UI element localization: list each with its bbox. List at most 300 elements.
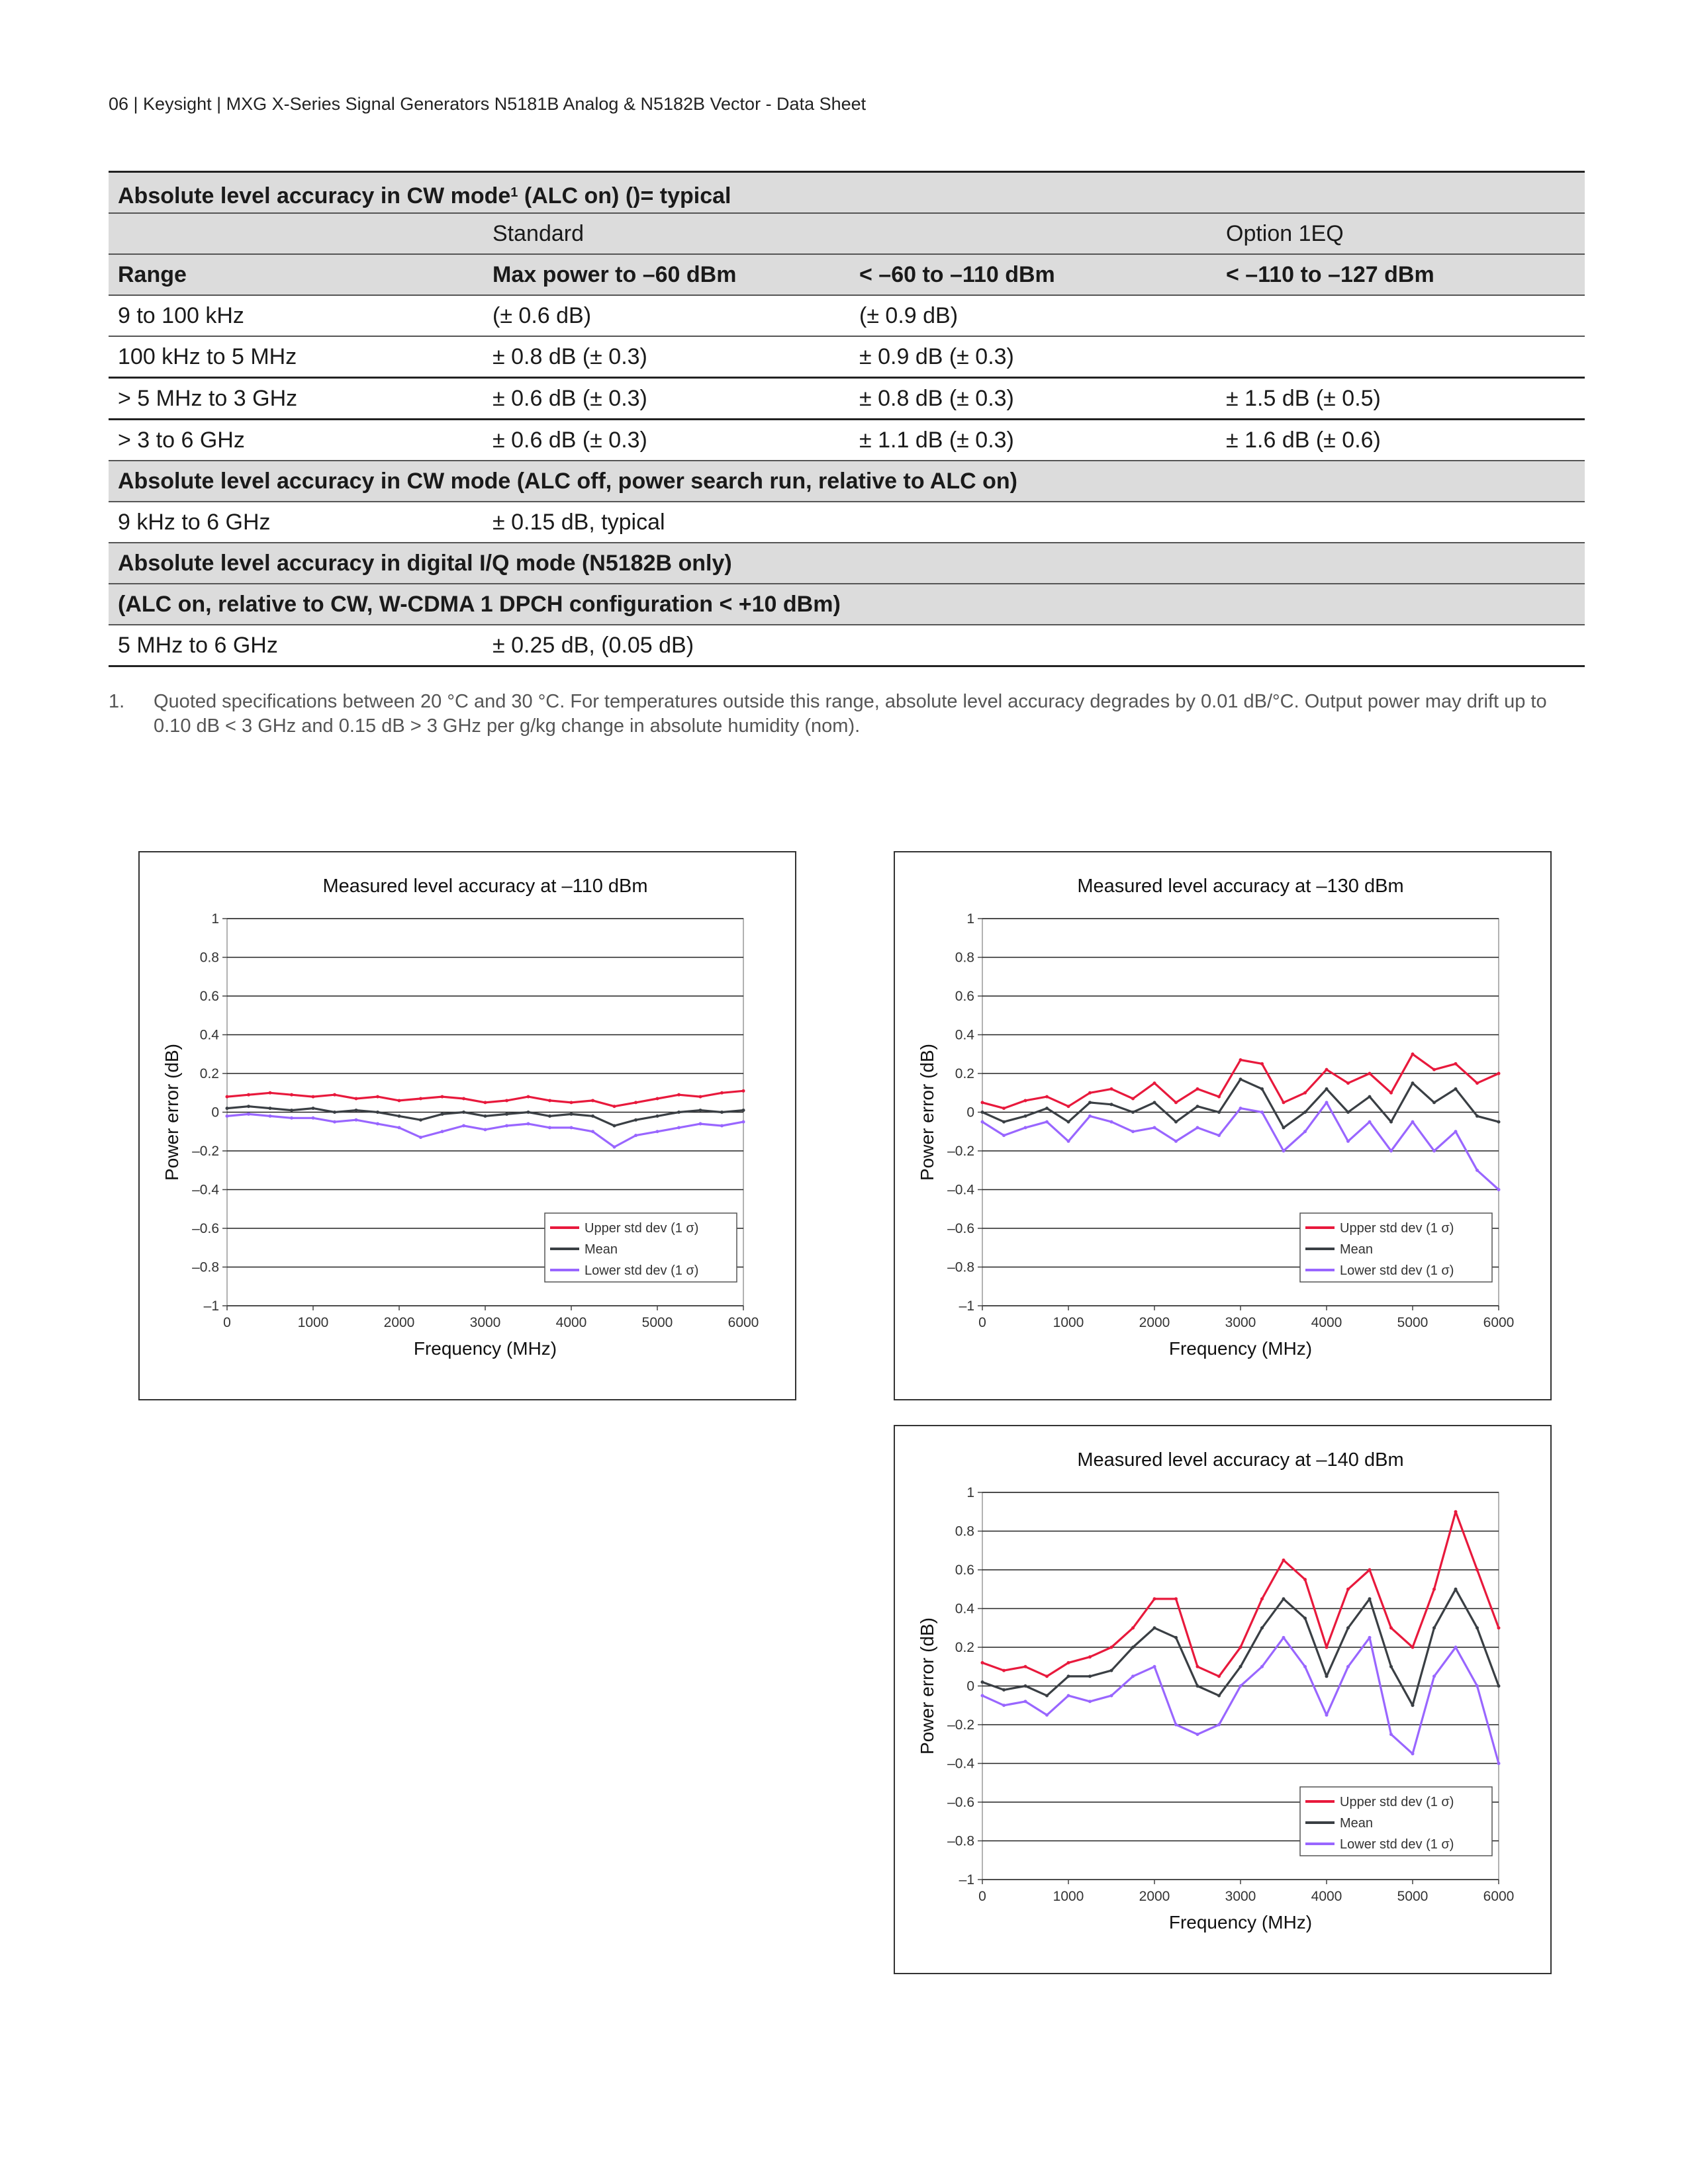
data-point-lower	[1432, 1150, 1436, 1153]
data-point-lower	[1368, 1120, 1372, 1124]
data-point-mean	[1131, 1646, 1135, 1649]
x-tick-label: 3000	[1225, 1889, 1256, 1904]
table-cell: ± 0.25 dB, (0.05 dB)	[492, 633, 694, 658]
data-point-lower	[1002, 1704, 1006, 1707]
x-tick-label: 2000	[1139, 1315, 1170, 1330]
data-point-upper	[1174, 1597, 1178, 1600]
data-point-lower	[656, 1130, 659, 1133]
x-tick-label: 2000	[1139, 1889, 1170, 1904]
col-header-range: Range	[118, 262, 187, 287]
y-tick-label: –0.6	[192, 1221, 219, 1236]
data-point-mean	[1110, 1103, 1113, 1106]
table-cell: ± 1.1 dB (± 0.3)	[859, 428, 1014, 453]
data-point-upper	[1368, 1569, 1372, 1572]
table-cell: ± 0.8 dB (± 0.3)	[492, 344, 647, 369]
table-cell: ± 0.6 dB (± 0.3)	[492, 428, 647, 453]
data-point-lower	[1303, 1665, 1307, 1668]
y-tick-label: –0.6	[947, 1221, 974, 1236]
col-header-max: Max power to –60 dBm	[492, 262, 737, 287]
data-point-lower	[1454, 1130, 1458, 1133]
data-point-upper	[1497, 1626, 1501, 1629]
data-point-lower	[1045, 1120, 1049, 1124]
data-point-mean	[441, 1113, 444, 1116]
legend-label: Lower std dev (1 σ)	[1340, 1263, 1454, 1278]
data-point-mean	[1067, 1674, 1070, 1678]
chart-title: Measured level accuracy at –140 dBm	[1077, 1449, 1404, 1471]
data-point-upper	[1432, 1068, 1436, 1071]
data-point-upper	[1476, 1569, 1479, 1572]
y-tick-label: 0.2	[199, 1066, 219, 1081]
legend-label: Upper std dev (1 σ)	[1340, 1221, 1454, 1236]
data-point-lower	[1024, 1700, 1027, 1703]
data-point-mean	[462, 1111, 465, 1114]
data-point-upper	[1282, 1559, 1286, 1562]
spec-table	[109, 171, 1585, 667]
data-point-lower	[1067, 1140, 1070, 1143]
data-point-upper	[1002, 1107, 1006, 1110]
data-point-upper	[1260, 1597, 1264, 1600]
table-row	[109, 502, 1585, 543]
y-tick-label: 0.4	[199, 1027, 219, 1043]
y-tick-label: 0.6	[955, 1563, 974, 1578]
table-section-row	[109, 461, 1585, 502]
data-point-upper	[570, 1101, 573, 1104]
data-point-lower	[1497, 1762, 1501, 1765]
data-point-mean	[720, 1111, 724, 1114]
data-point-lower	[570, 1126, 573, 1129]
data-point-upper	[591, 1099, 594, 1102]
data-point-mean	[1239, 1077, 1243, 1081]
data-point-upper	[1346, 1081, 1350, 1085]
x-tick-label: 6000	[727, 1315, 759, 1330]
x-tick-label: 4000	[1311, 1315, 1342, 1330]
data-point-lower	[1239, 1684, 1243, 1688]
data-point-mean	[1045, 1107, 1049, 1110]
table-section-row	[109, 543, 1585, 584]
data-point-upper	[981, 1661, 984, 1664]
data-point-lower	[1303, 1130, 1307, 1133]
data-point-upper	[376, 1095, 379, 1099]
y-tick-label: –0.4	[192, 1182, 219, 1198]
data-point-mean	[1174, 1120, 1178, 1124]
data-point-lower	[1088, 1115, 1092, 1118]
data-point-upper	[656, 1097, 659, 1101]
data-point-upper	[527, 1095, 530, 1099]
table-cell: ± 0.8 dB (± 0.3)	[859, 386, 1014, 411]
data-point-lower	[484, 1128, 487, 1131]
data-point-mean	[312, 1107, 315, 1110]
data-point-mean	[1368, 1095, 1372, 1099]
data-point-lower	[634, 1134, 637, 1137]
data-point-upper	[613, 1105, 616, 1108]
table-cell: 9 kHz to 6 GHz	[118, 510, 271, 535]
data-point-upper	[1303, 1091, 1307, 1095]
data-point-upper	[1325, 1068, 1329, 1071]
data-point-mean	[742, 1109, 745, 1112]
data-point-lower	[419, 1136, 422, 1139]
data-point-mean	[1002, 1688, 1006, 1692]
y-tick-label: 0.8	[955, 1524, 974, 1539]
data-point-lower	[527, 1122, 530, 1126]
x-tick-label: 3000	[469, 1315, 501, 1330]
series-line-upper	[982, 1512, 1499, 1676]
data-point-lower	[1153, 1126, 1156, 1129]
data-point-lower	[677, 1126, 680, 1129]
data-point-mean	[699, 1109, 702, 1112]
y-tick-label: 0.4	[955, 1601, 974, 1617]
data-point-lower	[742, 1120, 745, 1124]
data-point-mean	[1153, 1101, 1156, 1104]
table-cell: ± 0.6 dB (± 0.3)	[492, 386, 647, 411]
data-point-upper	[1110, 1646, 1113, 1649]
data-point-mean	[981, 1111, 984, 1114]
data-point-upper	[247, 1093, 250, 1097]
data-point-mean	[1196, 1105, 1199, 1108]
y-tick-label: –0.4	[947, 1756, 974, 1772]
data-point-lower	[355, 1118, 358, 1122]
data-point-upper	[419, 1097, 422, 1101]
x-tick-label: 6000	[1483, 1889, 1515, 1904]
y-tick-label: –0.4	[947, 1182, 974, 1198]
data-point-upper	[1153, 1081, 1156, 1085]
data-point-lower	[1260, 1665, 1264, 1668]
table-cell: 5 MHz to 6 GHz	[118, 633, 278, 658]
data-point-lower	[333, 1120, 336, 1124]
x-tick-label: 4000	[555, 1315, 587, 1330]
data-point-lower	[1088, 1700, 1092, 1703]
x-tick-label: 1000	[1053, 1315, 1084, 1330]
data-point-lower	[981, 1120, 984, 1124]
table-cell: ± 0.9 dB (± 0.3)	[859, 344, 1014, 369]
data-point-mean	[1282, 1126, 1286, 1129]
data-point-lower	[462, 1124, 465, 1127]
x-tick-label: 0	[978, 1315, 986, 1330]
data-point-mean	[527, 1111, 530, 1114]
data-point-upper	[1088, 1655, 1092, 1659]
data-point-mean	[226, 1107, 229, 1110]
data-point-upper	[1260, 1062, 1264, 1066]
data-point-lower	[613, 1146, 616, 1149]
data-point-upper	[1325, 1646, 1329, 1649]
table-cell: > 5 MHz to 3 GHz	[118, 386, 298, 411]
iq-title: Absolute level accuracy in digital I/Q mode (N5182B only)	[118, 551, 732, 576]
data-point-upper	[1411, 1052, 1415, 1056]
y-tick-label: –1	[203, 1298, 219, 1314]
alc-off-title: Absolute level accuracy in CW mode (ALC off, power search run, relative to ALC on)	[118, 469, 1017, 494]
data-point-upper	[1239, 1646, 1243, 1649]
data-point-upper	[333, 1093, 336, 1097]
data-point-lower	[1389, 1150, 1393, 1153]
data-point-mean	[355, 1109, 358, 1112]
data-point-upper	[1303, 1578, 1307, 1581]
data-point-upper	[677, 1093, 680, 1097]
table-cell: (± 0.6 dB)	[492, 303, 592, 328]
chart-140dbm	[894, 1425, 1552, 1974]
data-point-upper	[548, 1099, 551, 1102]
y-tick-label: –0.6	[947, 1795, 974, 1810]
table-cell: (± 0.9 dB)	[859, 303, 959, 328]
data-point-lower	[247, 1113, 250, 1116]
data-point-mean	[1389, 1120, 1393, 1124]
data-point-upper	[1131, 1097, 1135, 1101]
data-point-upper	[484, 1101, 487, 1104]
data-point-upper	[1454, 1062, 1458, 1066]
data-point-mean	[1432, 1626, 1436, 1629]
data-point-upper	[1282, 1101, 1286, 1104]
chart-130dbm-svg	[895, 852, 1550, 1399]
data-point-upper	[1346, 1588, 1350, 1591]
y-tick-label: 0.8	[199, 950, 219, 966]
x-tick-label: 2000	[383, 1315, 415, 1330]
col-header-low: < –110 to –127 dBm	[1226, 262, 1434, 287]
data-point-upper	[1045, 1674, 1049, 1678]
series-line-lower	[982, 1637, 1499, 1763]
data-point-mean	[1260, 1087, 1264, 1091]
data-point-lower	[1196, 1126, 1199, 1129]
data-point-upper	[1239, 1058, 1243, 1062]
data-point-upper	[1389, 1091, 1393, 1095]
data-point-mean	[1260, 1626, 1264, 1629]
data-point-mean	[1217, 1111, 1221, 1114]
data-point-upper	[1217, 1095, 1221, 1099]
data-point-lower	[1282, 1150, 1286, 1153]
data-point-mean	[1024, 1684, 1027, 1688]
table-cell: ± 1.6 dB (± 0.6)	[1226, 428, 1381, 453]
data-point-mean	[1476, 1115, 1479, 1118]
data-point-mean	[1217, 1694, 1221, 1698]
data-point-mean	[484, 1115, 487, 1118]
data-point-lower	[1131, 1674, 1135, 1678]
data-point-lower	[1174, 1723, 1178, 1727]
legend-label: Mean	[1340, 1242, 1374, 1257]
chart-110dbm-svg	[140, 852, 795, 1399]
data-point-mean	[398, 1115, 401, 1118]
data-point-lower	[1217, 1723, 1221, 1727]
y-tick-label: 0.6	[955, 989, 974, 1004]
data-point-mean	[1110, 1669, 1113, 1672]
table-title-row	[109, 171, 1585, 214]
table-header-row	[109, 255, 1585, 296]
data-point-upper	[1067, 1105, 1070, 1108]
data-point-mean	[1497, 1684, 1501, 1688]
data-point-upper	[312, 1095, 315, 1099]
data-point-upper	[1497, 1072, 1501, 1075]
data-point-upper	[505, 1099, 508, 1102]
data-point-lower	[1476, 1169, 1479, 1172]
data-point-upper	[226, 1095, 229, 1099]
table-cell: 9 to 100 kHz	[118, 303, 244, 328]
table-section-row	[109, 584, 1585, 625]
x-tick-label: 4000	[1311, 1889, 1342, 1904]
table-row	[109, 379, 1585, 420]
data-point-mean	[981, 1680, 984, 1684]
data-point-mean	[1454, 1588, 1458, 1591]
data-point-mean	[376, 1111, 379, 1114]
data-point-mean	[1411, 1081, 1415, 1085]
x-tick-label: 3000	[1225, 1315, 1256, 1330]
data-point-mean	[1174, 1636, 1178, 1639]
y-tick-label: 0	[211, 1105, 219, 1120]
group-option: Option 1EQ	[1226, 221, 1344, 246]
chart-110dbm	[138, 851, 796, 1400]
x-tick-label: 6000	[1483, 1315, 1515, 1330]
data-point-upper	[1002, 1669, 1006, 1672]
table-row	[109, 296, 1585, 337]
chart-130dbm	[894, 851, 1552, 1400]
data-point-lower	[269, 1115, 272, 1118]
data-point-upper	[1174, 1101, 1178, 1104]
data-point-mean	[1067, 1120, 1070, 1124]
data-point-lower	[1260, 1111, 1264, 1114]
data-point-lower	[1045, 1713, 1049, 1717]
table-group-row	[109, 214, 1585, 255]
y-tick-label: –1	[959, 1298, 974, 1314]
data-point-lower	[699, 1122, 702, 1126]
data-point-lower	[1110, 1120, 1113, 1124]
data-point-upper	[634, 1101, 637, 1104]
data-point-mean	[269, 1107, 272, 1110]
x-tick-label: 1000	[297, 1315, 329, 1330]
y-tick-label: –1	[959, 1872, 974, 1888]
data-point-lower	[1024, 1126, 1027, 1129]
data-point-upper	[1476, 1081, 1479, 1085]
data-point-upper	[1131, 1626, 1135, 1629]
data-point-upper	[1389, 1626, 1393, 1629]
data-point-mean	[1088, 1674, 1092, 1678]
data-point-mean	[1196, 1684, 1199, 1688]
data-point-mean	[1131, 1111, 1135, 1114]
table-cell: 100 kHz to 5 MHz	[118, 344, 297, 369]
data-point-mean	[1045, 1694, 1049, 1698]
data-point-lower	[1282, 1636, 1286, 1639]
y-axis-label: Power error (dB)	[917, 1044, 937, 1181]
legend-label: Mean	[1340, 1816, 1374, 1831]
data-point-upper	[720, 1091, 724, 1095]
table-cell: ± 0.15 dB, typical	[492, 510, 665, 535]
y-tick-label: –0.2	[192, 1144, 219, 1159]
data-point-mean	[1454, 1087, 1458, 1091]
data-point-upper	[1024, 1665, 1027, 1668]
y-tick-label: 1	[966, 1485, 974, 1500]
data-point-upper	[269, 1091, 272, 1095]
y-tick-label: –0.8	[947, 1833, 974, 1849]
data-point-mean	[1346, 1111, 1350, 1114]
y-axis-label: Power error (dB)	[917, 1617, 937, 1754]
data-point-lower	[1497, 1188, 1501, 1191]
data-point-lower	[548, 1126, 551, 1129]
table-row	[109, 625, 1585, 667]
data-point-mean	[1411, 1704, 1415, 1707]
table-cell: > 3 to 6 GHz	[118, 428, 245, 453]
data-point-upper	[1045, 1095, 1049, 1099]
footnote-number: 1.	[109, 691, 125, 712]
x-axis-label: Frequency (MHz)	[413, 1338, 557, 1359]
data-point-upper	[1368, 1072, 1372, 1075]
legend-label: Mean	[585, 1242, 618, 1257]
x-axis-label: Frequency (MHz)	[1168, 1338, 1313, 1359]
data-point-lower	[1454, 1646, 1458, 1649]
data-point-upper	[1067, 1661, 1070, 1664]
data-point-lower	[1432, 1674, 1436, 1678]
data-point-upper	[1110, 1087, 1113, 1091]
chart-title: Measured level accuracy at –130 dBm	[1077, 876, 1404, 897]
data-point-mean	[1389, 1665, 1393, 1668]
data-point-upper	[1454, 1510, 1458, 1514]
data-point-mean	[1368, 1597, 1372, 1600]
data-point-mean	[1282, 1597, 1286, 1600]
data-point-lower	[1411, 1120, 1415, 1124]
x-tick-label: 0	[978, 1889, 986, 1904]
data-point-upper	[462, 1097, 465, 1101]
data-point-mean	[656, 1115, 659, 1118]
data-point-lower	[1153, 1665, 1156, 1668]
data-point-upper	[398, 1099, 401, 1102]
table-row	[109, 420, 1585, 461]
data-point-upper	[1196, 1665, 1199, 1668]
data-point-mean	[677, 1111, 680, 1114]
data-point-lower	[1476, 1684, 1479, 1688]
x-tick-label: 5000	[1397, 1889, 1429, 1904]
legend-label: Upper std dev (1 σ)	[1340, 1795, 1454, 1809]
data-point-upper	[1153, 1597, 1156, 1600]
data-point-lower	[290, 1116, 293, 1120]
data-point-lower	[981, 1694, 984, 1698]
table-cell: ± 1.5 dB (± 0.5)	[1226, 386, 1381, 411]
data-point-mean	[1024, 1115, 1027, 1118]
col-header-mid: < –60 to –110 dBm	[859, 262, 1055, 287]
y-tick-label: 0.8	[955, 950, 974, 966]
data-point-lower	[1411, 1752, 1415, 1755]
data-point-mean	[1153, 1626, 1156, 1629]
data-point-mean	[290, 1109, 293, 1112]
y-tick-label: 0.4	[955, 1027, 974, 1043]
data-point-mean	[634, 1118, 637, 1122]
data-point-lower	[1174, 1140, 1178, 1143]
y-tick-label: 0.6	[199, 989, 219, 1004]
y-tick-label: 0.2	[955, 1640, 974, 1655]
data-point-mean	[591, 1115, 594, 1118]
data-point-lower	[1346, 1140, 1350, 1143]
data-point-lower	[1131, 1130, 1135, 1133]
data-point-upper	[742, 1089, 745, 1093]
data-point-upper	[355, 1097, 358, 1101]
y-tick-label: –0.8	[947, 1259, 974, 1275]
data-point-mean	[1239, 1665, 1243, 1668]
data-point-mean	[419, 1118, 422, 1122]
chart-140dbm-svg	[895, 1426, 1550, 1973]
data-point-mean	[613, 1124, 616, 1127]
data-point-mean	[570, 1113, 573, 1116]
y-axis-label: Power error (dB)	[162, 1044, 182, 1181]
y-tick-label: –0.2	[947, 1717, 974, 1733]
data-point-mean	[1002, 1120, 1006, 1124]
data-point-lower	[1325, 1101, 1329, 1104]
y-tick-label: –0.8	[192, 1259, 219, 1275]
data-point-mean	[1346, 1626, 1350, 1629]
data-point-upper	[1024, 1099, 1027, 1102]
data-point-lower	[591, 1130, 594, 1133]
data-point-mean	[1325, 1674, 1329, 1678]
iq-subtitle: (ALC on, relative to CW, W-CDMA 1 DPCH configuration < +10 dBm)	[118, 592, 841, 617]
data-point-lower	[398, 1126, 401, 1129]
data-point-upper	[290, 1093, 293, 1097]
y-tick-label: 1	[211, 911, 219, 927]
data-point-lower	[1110, 1694, 1113, 1698]
data-point-mean	[1432, 1101, 1436, 1104]
data-point-lower	[1325, 1713, 1329, 1717]
y-tick-label: 1	[966, 911, 974, 927]
data-point-lower	[505, 1124, 508, 1127]
